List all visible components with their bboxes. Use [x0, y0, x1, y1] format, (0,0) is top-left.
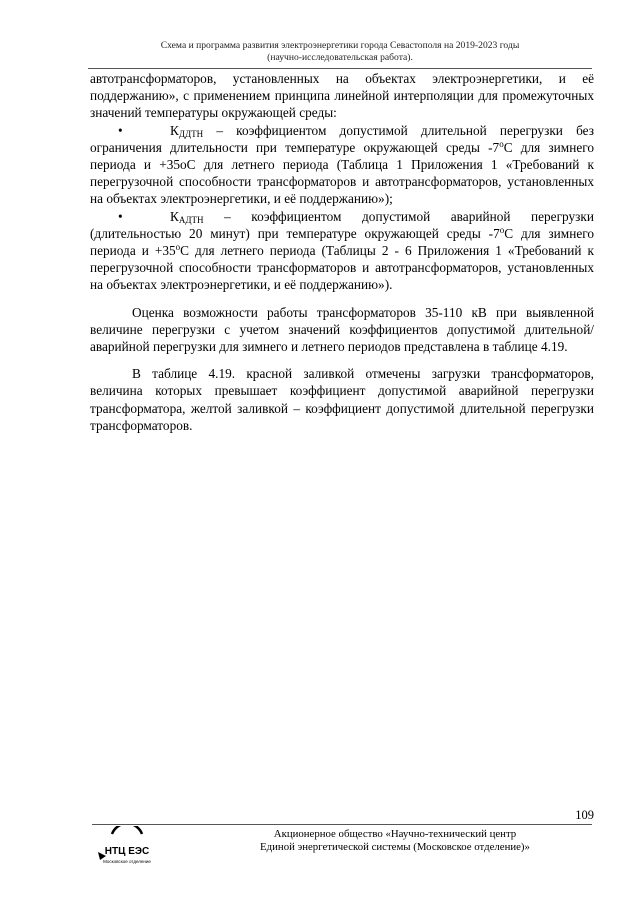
footer-org-line-2: Единой энергетической системы (Московское отделение)»	[260, 841, 530, 853]
degree-mark: о	[499, 224, 505, 235]
coefficient-symbol: К	[170, 208, 179, 224]
page-number: 109	[575, 808, 594, 822]
coefficient-subscript: ДДТН	[178, 128, 204, 139]
paragraph-2: Оценка возможности работы трансформаторов 35-110 кВ при выявленной величине перегрузки с учетом значений коэффициентов допустимой длительной/аварийной перегрузки для зимнего и летнего периодов представлена в таблице 4.19.	[90, 304, 594, 355]
footer-rule	[92, 824, 592, 825]
document-body	[90, 70, 594, 434]
coefficient-subscript: АДТН	[178, 214, 204, 225]
logo-arc-icon	[112, 826, 142, 834]
company-logo	[92, 826, 162, 870]
bullet-2-text-b: С для зимнего периода и +35	[90, 225, 595, 259]
header-rule	[88, 68, 592, 69]
logo-subtext: Московское отделение	[103, 859, 151, 864]
paragraph-3: В таблице 4.19. красной заливкой отмечены загрузки трансформаторов, величина которых превышает коэффициент допустимой аварийной перегрузки трансформатора, желтой заливкой – коэффициент допустимой длительной перегрузки трансформаторов.	[90, 366, 594, 433]
bullet-item-1	[90, 122, 594, 208]
bullet-2-text-c: С для летнего периода (Таблицы 2 - 6 Приложения 1 «Требований к перегрузочной способности трансформаторов и автотрансформаторов, установленных на объектах электроэнергетики, и её поддержанию»).	[90, 243, 594, 293]
bullet-1-text-a: – коэффициентом допустимой длительной перегрузки без ограничения длительности при температуре окружающей среды -7	[90, 122, 594, 155]
degree-mark: o	[499, 138, 504, 149]
bullet-marker: •	[118, 208, 123, 224]
page-footer	[200, 828, 590, 854]
header-line-1: Схема и программа развития электроэнергетики города Севастополя на 2019-2023 годы	[160, 40, 520, 51]
bullet-marker: •	[118, 122, 123, 138]
bullet-item-2	[90, 208, 594, 294]
footer-org-line-1: Акционерное общество «Научно-технический центр	[273, 828, 517, 840]
bullet-2-text-a: – коэффициентом допустимой аварийной перегрузки (длительностью 20 минут) при температуре окружающей среды -7	[90, 208, 594, 241]
coefficient-symbol: К	[170, 122, 179, 138]
page-header	[90, 40, 590, 63]
bullet-1-text-b: С для зимнего периода и +35оС для летнего периода (Таблица 1 Приложения 1 «Требований к перегрузочной способности трансформаторов и автотрансформаторов, установленных на объектах электроэнергетики, и её поддержанию»);	[90, 139, 594, 207]
degree-mark: о	[175, 242, 181, 253]
paragraph-1: автотрансформаторов, установленных на объектах электроэнергетики, и её поддержанию», с применением принципа линейной интерполяции для промежуточных значений температуры окружающей среды:	[90, 71, 594, 121]
logo-text: НТЦ ЕЭС	[104, 846, 150, 857]
header-line-2: (научно-исследовательская работа).	[267, 51, 413, 63]
